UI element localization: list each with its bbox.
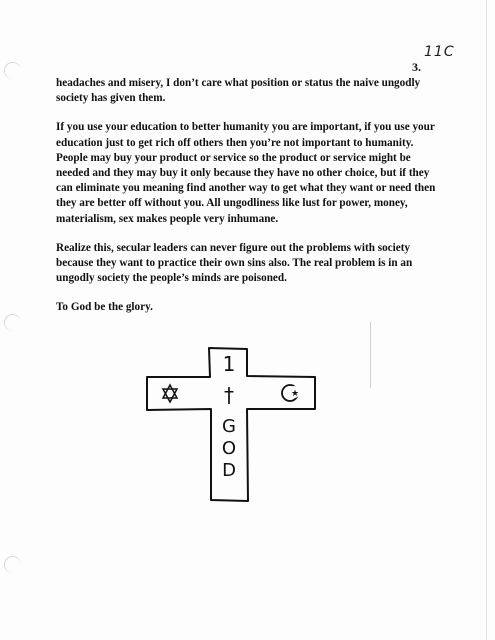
cross-top-text: 1: [222, 352, 236, 376]
cross-vertical-letter: G: [222, 416, 236, 437]
punch-hole-mark: [4, 62, 21, 79]
star-of-david-icon: [163, 385, 177, 402]
page-number: 3.: [412, 60, 421, 74]
paragraph: To God be the glory.: [56, 301, 153, 314]
cross-middle-symbol: †: [224, 383, 234, 407]
svg-text:★: ★: [290, 389, 300, 399]
scan-mark: [370, 322, 371, 388]
crescent-star-icon: [282, 385, 300, 401]
cross-drawing-svg: [145, 346, 325, 502]
paragraph: Realize this, secular leaders can never figure out the problems with society because they want to practice their own sins also. The real problem is in an ungodly society the people’s minds are poisoned.: [56, 241, 413, 285]
cross-drawing: [145, 346, 325, 502]
document-body: [56, 76, 440, 330]
handwritten-page-note: 11C: [424, 44, 455, 60]
page-edge-line: [486, 0, 487, 640]
paragraph: If you use your education to better humanity you are important, if you use your education just to get rich off others then you’re not important to humanity. People may buy your product or service so the product or service might be needed and they may buy it only because they have no other choice, but if they can eliminate you meaning find another way to get what they want or need then they are better off without you. All ungodliness like lust for power, money, materialism, sex makes people very inhumane.: [56, 121, 436, 225]
cross-vertical-letter: O: [221, 438, 237, 459]
cross-vertical-letter: D: [222, 460, 236, 481]
punch-hole-mark: [4, 314, 21, 331]
paragraph: headaches and misery, I don’t care what position or status the naive ungodly society has given them.: [56, 77, 421, 105]
punch-hole-mark: [4, 556, 21, 573]
